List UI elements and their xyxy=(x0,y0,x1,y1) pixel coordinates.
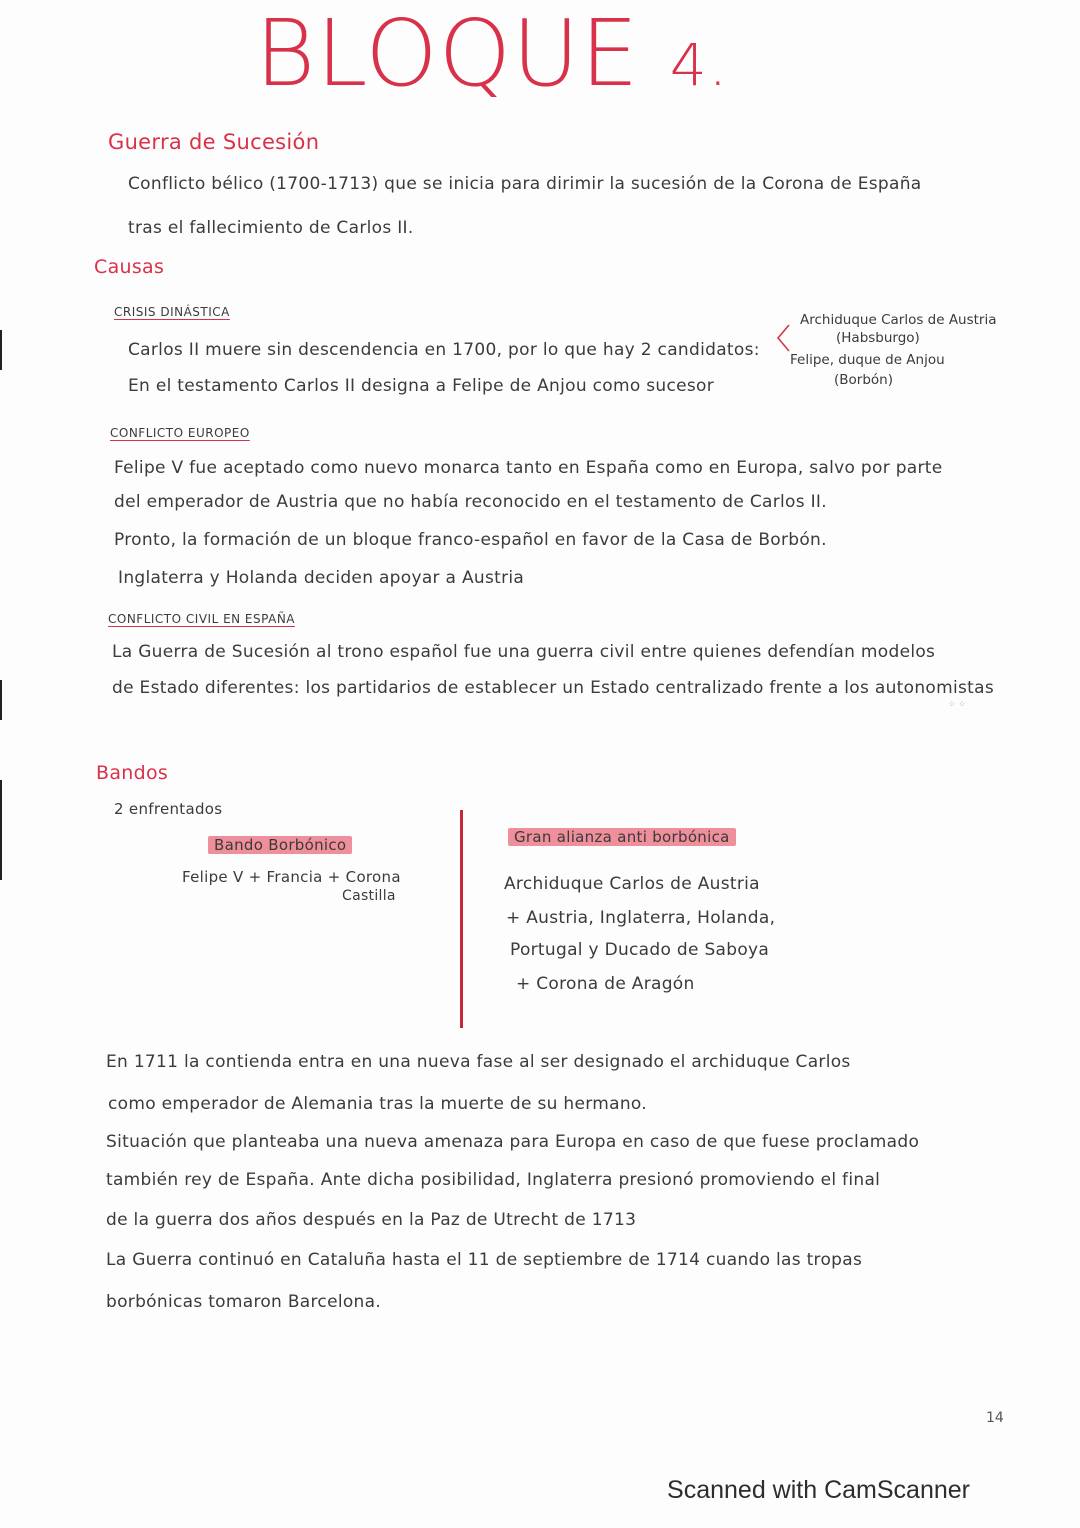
crisis-line-1: Carlos II muere sin descendencia en 1700, por lo que hay 2 candidatos: xyxy=(128,340,760,360)
scan-edge-mark xyxy=(0,780,2,880)
highlight: Gran alianza anti borbónica xyxy=(508,828,736,846)
candidate-2-name: Felipe, duque de Anjou xyxy=(790,352,945,368)
subheading-crisis-dinastica: CRISIS DINÁSTICA xyxy=(114,305,230,319)
europeo-line-1: Felipe V fue aceptado como nuevo monarca tanto en España como en Europa, salvo por parte xyxy=(114,458,943,478)
column-divider xyxy=(460,810,463,1028)
final-line-3: Situación que planteaba una nueva amenaza para Europa en caso de que fuese proclamado xyxy=(106,1132,920,1152)
section-heading-guerra: Guerra de Sucesión xyxy=(108,130,320,154)
page-title xyxy=(255,0,730,107)
final-line-2: como emperador de Alemania tras la muerte de su hermano. xyxy=(108,1094,647,1114)
section-heading-bandos: Bandos xyxy=(96,762,169,784)
ink-smudge: ⁘ ⁘ xyxy=(948,700,966,710)
final-line-6: La Guerra continuó en Cataluña hasta el 11 de septiembre de 1714 cuando las tropas xyxy=(106,1250,863,1270)
candidate-2-house: (Borbón) xyxy=(834,372,893,388)
guerra-line-1: Conflicto bélico (1700-1713) que se inicia para dirimir la sucesión de la Corona de España xyxy=(128,174,922,194)
bando-borbonico-label xyxy=(208,836,352,854)
scan-edge-mark xyxy=(0,330,2,370)
candidate-1-house: (Habsburgo) xyxy=(836,330,920,346)
borbonico-line-2: Castilla xyxy=(342,888,396,904)
title-text: BLOQUE xyxy=(255,0,640,107)
europeo-line-2: del emperador de Austria que no había reconocido en el testamento de Carlos II. xyxy=(114,492,827,512)
highlight: Bando Borbónico xyxy=(208,836,352,854)
candidate-1-name: Archiduque Carlos de Austria xyxy=(800,312,997,328)
civil-line-1: La Guerra de Sucesión al trono español fue una guerra civil entre quienes defendían modelos xyxy=(112,642,936,662)
final-line-4: también rey de España. Ante dicha posibilidad, Inglaterra presionó promoviendo el final xyxy=(106,1170,881,1190)
antiborbonica-line-2: + Austria, Inglaterra, Holanda, xyxy=(506,908,776,928)
antiborbonica-line-1: Archiduque Carlos de Austria xyxy=(504,874,760,894)
antiborbonica-line-3: Portugal y Ducado de Saboya xyxy=(510,940,770,960)
scan-edge-mark xyxy=(0,680,2,720)
civil-line-2: de Estado diferentes: los partidarios de establecer un Estado centralizado frente a los autonomistas xyxy=(112,678,994,698)
brace-icon xyxy=(776,323,790,353)
final-line-7: borbónicas tomaron Barcelona. xyxy=(106,1292,382,1312)
bandos-intro: 2 enfrentados xyxy=(114,800,223,818)
europeo-line-4: Inglaterra y Holanda deciden apoyar a Austria xyxy=(118,568,525,588)
alianza-antiborbonica-label xyxy=(508,828,736,846)
final-line-1: En 1711 la contienda entra en una nueva fase al ser designado el archiduque Carlos xyxy=(106,1052,851,1072)
subheading-conflicto-civil: CONFLICTO CIVIL EN ESPAÑA xyxy=(108,612,295,626)
guerra-line-2: tras el fallecimiento de Carlos II. xyxy=(128,218,414,238)
section-heading-causas: Causas xyxy=(94,256,165,278)
europeo-line-3: Pronto, la formación de un bloque franco-español en favor de la Casa de Borbón. xyxy=(114,530,827,550)
scanner-watermark: Scanned with CamScanner xyxy=(667,1476,970,1504)
subheading-conflicto-europeo: CONFLICTO EUROPEO xyxy=(110,426,250,440)
page-number: 14 xyxy=(986,1410,1004,1426)
antiborbonica-line-4: + Corona de Aragón xyxy=(516,974,695,994)
borbonico-line-1: Felipe V + Francia + Corona xyxy=(182,868,401,886)
title-number: 4. xyxy=(669,31,730,99)
final-line-5: de la guerra dos años después en la Paz de Utrecht de 1713 xyxy=(106,1210,637,1230)
crisis-line-2: En el testamento Carlos II designa a Felipe de Anjou como sucesor xyxy=(128,376,715,396)
